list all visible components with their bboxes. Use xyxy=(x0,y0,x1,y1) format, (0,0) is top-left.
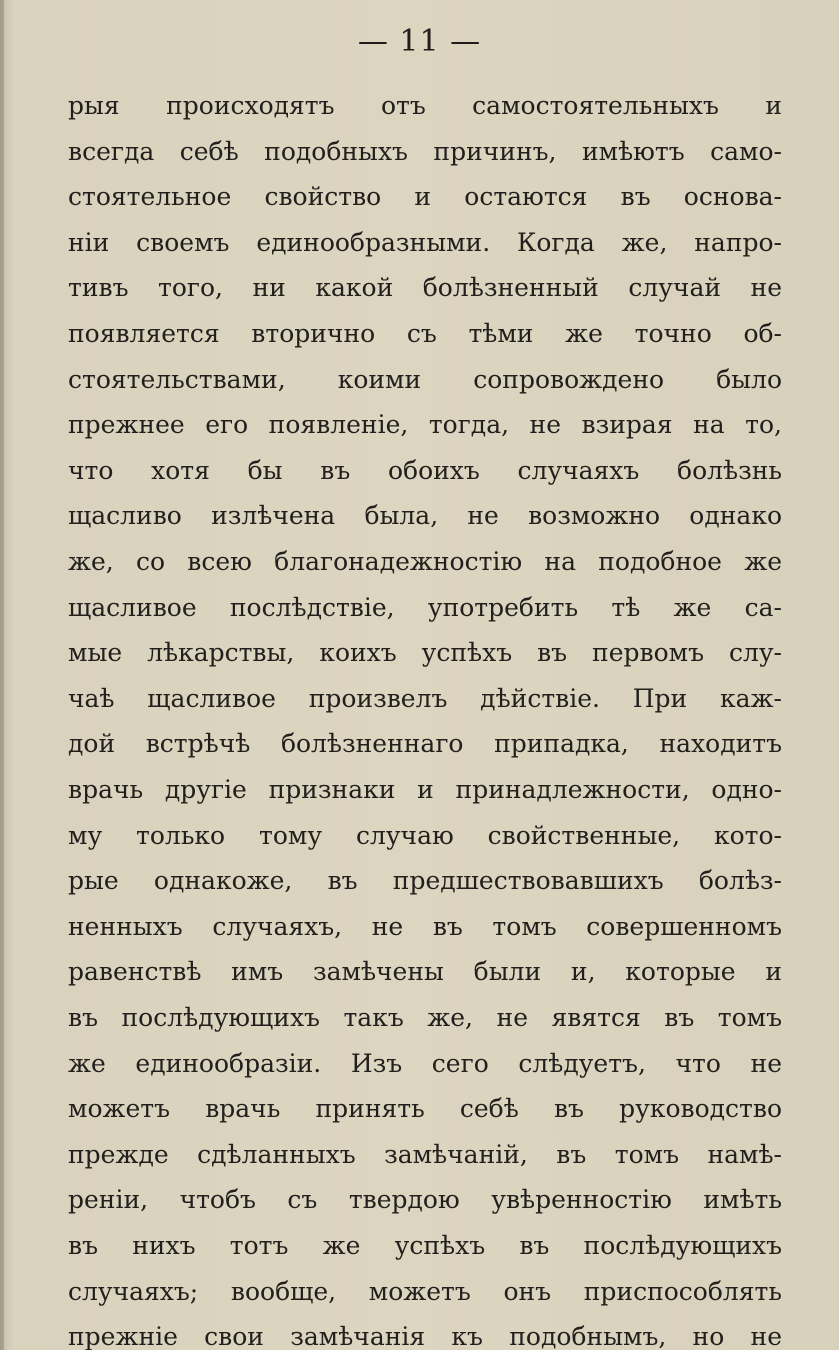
text-line: можетъ врачь принять себѣ въ руководство xyxy=(68,1094,782,1123)
text-line: въ нихъ тотъ же успѣхъ въ послѣдующихъ xyxy=(68,1231,782,1260)
text-line: рые однакоже, въ предшествовавшихъ болѣз- xyxy=(68,866,782,895)
text-line: равенствѣ имъ замѣчены были и, которые и xyxy=(68,957,782,986)
text-line: врачь другіе признаки и принадлежности, одно- xyxy=(68,775,782,804)
text-line: же, со всею благонадежностію на подобное же xyxy=(68,547,782,576)
text-line: прежнее его появленіе, тогда, не взирая на то, xyxy=(68,410,782,439)
text-line: стоятельствами, коими сопровождено было xyxy=(68,365,782,394)
page-number-header: — 11 — xyxy=(357,24,482,59)
text-line: же единообразіи. Изъ сего слѣдуетъ, что не xyxy=(68,1049,782,1078)
text-line: случаяхъ; вообще, можетъ онъ приспособлять xyxy=(68,1277,782,1306)
text-line: щасливое послѣдствіе, употребить тѣ же са- xyxy=(68,593,782,622)
text-line: что хотя бы въ обоихъ случаяхъ болѣзнь xyxy=(68,456,782,485)
text-line: ненныхъ случаяхъ, не въ томъ совершенномъ xyxy=(68,912,782,941)
text-line: стоятельное свойство и остаются въ основа- xyxy=(68,182,782,211)
text-line: дой встрѣчѣ болѣзненнаго припадка, находитъ xyxy=(68,729,782,758)
text-line: ніи своемъ единообразными. Когда же, напро- xyxy=(68,228,782,257)
text-line: появляется вторично съ тѣми же точно об- xyxy=(68,319,782,348)
text-line: му только тому случаю свойственные, кото- xyxy=(68,821,782,850)
text-line: щасливо излѣчена была, не возможно однако xyxy=(68,501,782,530)
text-line: прежніе свои замѣчанія къ подобнымъ, но не xyxy=(68,1322,782,1350)
text-line: мые лѣкарствы, коихъ успѣхъ въ первомъ слу- xyxy=(68,638,782,667)
text-line: тивъ того, ни какой болѣзненный случай не xyxy=(68,273,782,302)
text-line: чаѣ щасливое произвелъ дѣйствіе. При каж- xyxy=(68,684,782,713)
text-line: рыя происходятъ отъ самостоятельныхъ и xyxy=(68,91,782,120)
text-line: всегда себѣ подобныхъ причинъ, имѣютъ само- xyxy=(68,137,782,166)
page-gutter-edge xyxy=(0,0,4,1350)
text-line: реніи, чтобъ съ твердою увѣренностію имѣть xyxy=(68,1185,782,1214)
text-line: въ послѣдующихъ такъ же, не явятся въ томъ xyxy=(68,1003,782,1032)
text-line: прежде сдѣланныхъ замѣчаній, въ томъ намѣ- xyxy=(68,1140,782,1169)
